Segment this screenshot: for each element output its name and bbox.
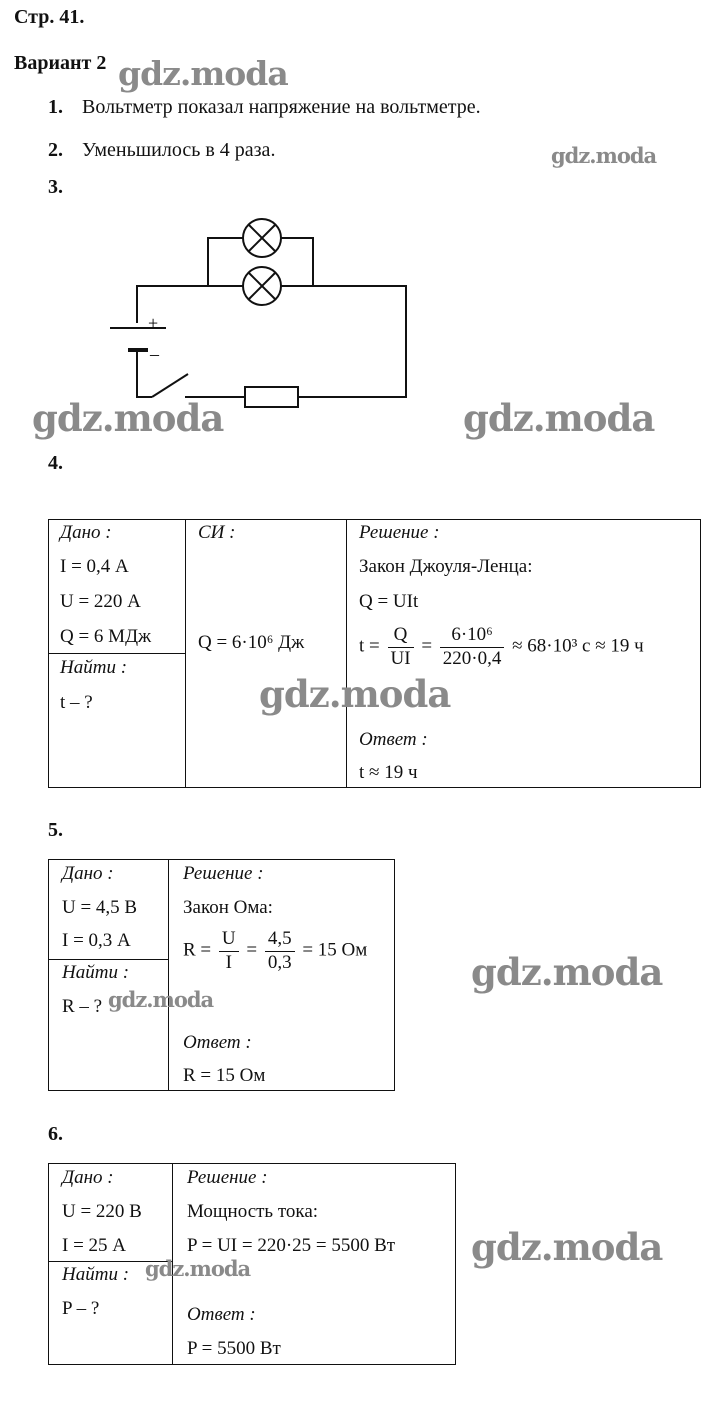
task6-find: P – ? [62, 1298, 100, 1319]
watermark: gdz.moda [145, 1256, 251, 1281]
watermark: gdz.moda [108, 987, 214, 1012]
switch-blade [152, 374, 188, 397]
task6-answer-label: Ответ : [187, 1304, 256, 1325]
task4-given-divider [48, 653, 186, 654]
task5-solution-label: Решение : [183, 863, 264, 884]
page-title: Стр. 41. [14, 6, 85, 28]
task4-formula-1: Q = UIt [359, 591, 419, 612]
task5-given-1: U = 4,5 В [62, 897, 138, 918]
item-2-number: 2. [48, 139, 63, 161]
task5-find: R – ? [62, 996, 103, 1017]
item-3-number: 3. [48, 176, 63, 198]
task4-law: Закон Джоуля-Ленца: [359, 556, 533, 577]
watermark: gdz.moda [471, 1225, 663, 1269]
task5-formula: R = $\frac{U}{I}$ = $\frac{4,5}{0,3}$ = 15 Ом [183, 928, 368, 973]
watermark: gdz.moda [463, 396, 655, 440]
task4-given-1: I = 0,4 А [60, 556, 129, 577]
task5-given-2: I = 0,3 А [62, 930, 131, 951]
task5-fraction-1: $\frac{U}{I}$ [219, 928, 239, 975]
task4-divider-2 [346, 519, 347, 787]
item-1-number: 1. [48, 96, 63, 118]
task5-law: Закон Ома: [183, 897, 273, 918]
watermark: gdz.moda [551, 143, 657, 168]
task4-given-2: U = 220 А [60, 591, 141, 612]
task4-find: t – ? [60, 692, 93, 713]
task6-answer: P = 5500 Вт [187, 1338, 281, 1359]
item-6-number: 6. [48, 1123, 63, 1145]
battery-plus-sign: + [148, 313, 159, 333]
watermark: gdz.moda [471, 950, 663, 994]
task6-find-label: Найти : [62, 1264, 130, 1285]
task4-formula-2: t = $\frac{Q}{UI}$ = $\frac{\text{6·10⁶}}{220\cdot 0,4}$ ≈ 68·10³ с ≈ 19 ч [359, 624, 644, 669]
task4-find-label: Найти : [60, 657, 128, 678]
task5-divider [168, 859, 169, 1090]
task5-find-label: Найти : [62, 962, 130, 983]
task4-si-label: СИ : [198, 522, 236, 543]
task4-si-value: Q = 6·10⁶ Дж [198, 632, 305, 653]
item-2-text: Уменьшилось в 4 раза. [82, 139, 276, 161]
battery-minus-sign: – [150, 344, 159, 364]
task4-solution-label: Решение : [359, 522, 440, 543]
task5-given-label: Дано : [62, 863, 114, 884]
variant-title: Вариант 2 [14, 52, 107, 74]
circuit-diagram [0, 210, 440, 410]
fuse [245, 387, 298, 407]
task4-answer: t ≈ 19 ч [359, 762, 418, 783]
task5-answer-label: Ответ : [183, 1032, 252, 1053]
task5-fraction-2: $\frac{4,5}{0,3}$ [265, 928, 295, 975]
task6-law: Мощность тока: [187, 1201, 319, 1222]
watermark: gdz.moda [118, 54, 288, 93]
task6-solution-label: Решение : [187, 1167, 268, 1188]
task5-answer: R = 15 Ом [183, 1065, 266, 1086]
task4-answer-label: Ответ : [359, 729, 428, 750]
task4-given-label: Дано : [60, 522, 112, 543]
watermark: gdz.moda [259, 672, 451, 716]
task6-formula: P = UI = 220·25 = 5500 Вт [187, 1235, 396, 1256]
task6-given-1: U = 220 В [62, 1201, 142, 1222]
task4-fraction-1: $\frac{Q}{UI}$ [388, 624, 414, 671]
item-5-number: 5. [48, 819, 63, 841]
task4-fraction-2: $\frac{\text{6·10⁶}}{220\cdot 0,4}$ [440, 624, 505, 671]
item-4-number: 4. [48, 452, 63, 474]
task6-given-2: I = 25 А [62, 1235, 127, 1256]
task4-given-3: Q = 6 МДж [60, 626, 152, 647]
watermark: gdz.moda [32, 396, 224, 440]
task6-given-label: Дано : [62, 1167, 114, 1188]
item-1-text: Вольтметр показал напряжение на вольтметре. [82, 96, 481, 118]
task5-given-divider [48, 959, 169, 960]
